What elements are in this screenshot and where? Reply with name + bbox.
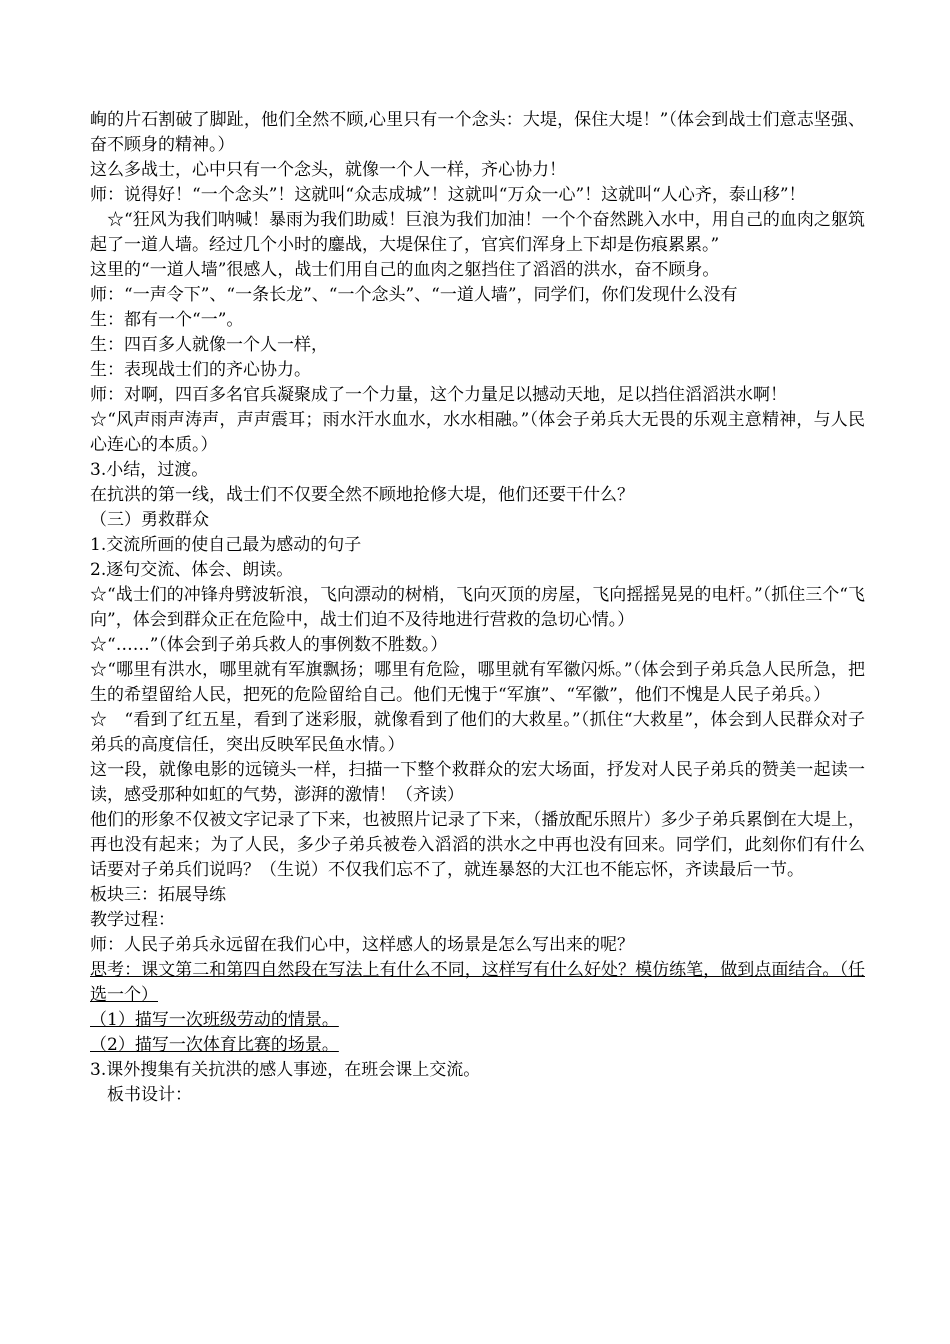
paragraph-soldiers-one-thought: 这么多战士，心中只有一个念头，就像一个人一样，齐心协力！ [90,160,566,180]
paragraph-option-2: （2）描写一次体育比赛的场景。 [90,1035,339,1055]
paragraph-panorama: 这一段，就像电影的远镜头一样，扫描一下整个救群众的宏大场面，抒发对人民子弟兵的赞美一起读一读，感受那种如虹的气势，澎湃的激情！（齐读） [90,760,865,805]
section-heading-extension: 板块三：拓展导练 [90,885,226,905]
paragraph-quote-flag: ☆“哪里有洪水，哪里就有军旗飘扬；哪里有危险，哪里就有军徽闪烁。”（体会到子弟兵急人民所急，把生的希望留给人民，把死的危险留给自己。他们无愧于“军旗”、“军徽”，他们不愧是人民子弟兵。） [90,660,865,705]
document-page [90,108,865,1108]
section-heading-rescue: （三）勇救群众 [90,510,209,530]
paragraph-step-3: 3.小结，过渡。 [90,460,209,480]
paragraph-step-1: 1.交流所画的使自己最为感动的句子 [90,535,362,555]
paragraph-quote-human-wall: ☆“狂风为我们呐喊！暴雨为我们助威！巨浪为我们加油！一个个奋然跳入水中，用自己的血肉之躯筑起了一道人墙。经过几个小时的鏖战，大堤保住了，官宾们浑身上下却是伤痕累累。” [90,210,865,255]
paragraph-quote-boats: ☆“战士们的冲锋舟劈波斩浪，飞向漂动的树梢，飞向灭顶的房屋，飞向摇摇晃晃的电杆。”（抓住三个“飞向”，体会到群众正在危险中，战士们迫不及待地进行营救的急切心情。） [90,585,865,630]
paragraph-cont-1: 峋的片石割破了脚趾，他们全然不顾,心里只有一个念头：大堤，保住大堤！”（体会到战士们意志坚强、奋不顾身的精神。） [90,110,865,155]
paragraph-homework: 3.课外搜集有关抗洪的感人事迹，在班会课上交流。 [90,1060,481,1080]
paragraph-teacher-summary: 师：对啊，四百多名官兵凝聚成了一个力量，这个力量足以撼动天地，足以挡住滔滔洪水啊！ [90,385,787,405]
paragraph-quote-red-star: ☆ “看到了红五星，看到了迷彩服，就像看到了他们的大救星。”（抓住“大救星”，体会到人民群众对子弟兵的高度信任，突出反映军民鱼水情。） [90,710,865,755]
paragraph-option-1: （1）描写一次班级劳动的情景。 [90,1010,339,1030]
paragraph-student-1: 生：都有一个“一”。 [90,310,244,330]
paragraph-student-2: 生：四百多人就像一个人一样， [90,335,328,355]
paragraph-quote-ellipsis: ☆“……”（体会到子弟兵救人的事例数不胜数。） [90,635,448,655]
paragraph-teacher-praise: 师：说得好！“一个念头”！这就叫“众志成城”！这就叫“万众一心”！这就叫“人心齐，泰山移”！ [90,185,806,205]
paragraph-photos: 他们的形象不仅被文字记录了下来，也被照片记录了下来，（播放配乐照片）多少子弟兵累倒在大堤上，再也没有起来；为了人民，多少子弟兵被卷入滔滔的洪水之中再也没有回来。同学们，此刻你们有什么话要对子弟兵们说吗？（生说）不仅我们忘不了，就连暴怒的大江也不能忘怀，齐读最后一节。 [90,810,865,880]
paragraph-step-2: 2.逐句交流、体会、朗读。 [90,560,294,580]
paragraph-process-label: 教学过程： [90,910,175,930]
paragraph-board-design: 板书设计： [90,1085,192,1105]
paragraph-human-wall-note: 这里的“一道人墙”很感人，战士们用自己的血肉之躯挡住了滔滔的洪水，奋不顾身。 [90,260,720,280]
paragraph-quote-wind-rain: ☆“风声雨声涛声，声声震耳；雨水汗水血水，水水相融。”（体会子弟兵大无畏的乐观主意精神，与人民心连心的本质。） [90,410,865,455]
paragraph-teacher-how-written: 师：人民子弟兵永远留在我们心中，这样感人的场景是怎么写出来的呢？ [90,935,634,955]
paragraph-transition: 在抗洪的第一线，战士们不仅要全然不顾地抢修大堤，他们还要干什么？ [90,485,634,505]
paragraph-think-question: 思考：课文第二和第四自然段在写法上有什么不同，这样写有什么好处？模仿练笔，做到点面结合。（任选一个） [90,960,865,1005]
paragraph-teacher-question: 师：“一声令下”、“一条长龙”、“一个念头”、“一道人墙”，同学们，你们发现什么没有 [90,285,738,305]
paragraph-student-3: 生：表现战士们的齐心协力。 [90,360,311,380]
